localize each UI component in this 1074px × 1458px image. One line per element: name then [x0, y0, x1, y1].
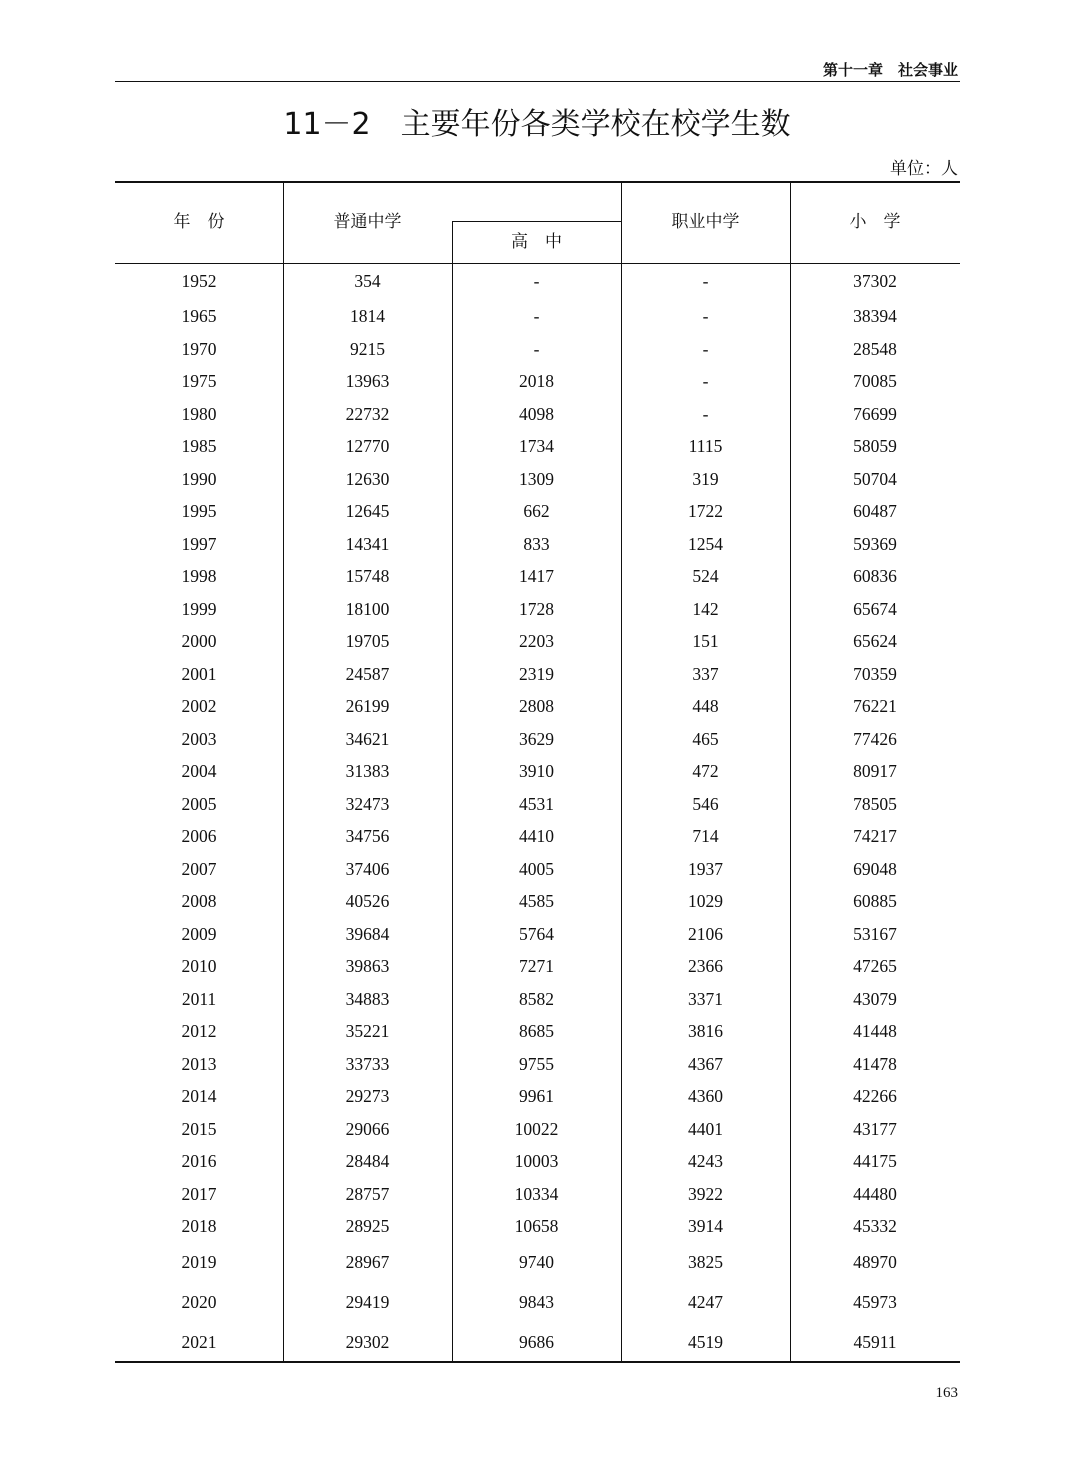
year-cell: 2014 — [181, 1086, 217, 1107]
general-middle-cell: 31383 — [345, 761, 390, 782]
table-row — [115, 983, 960, 1016]
senior-high-cell: 4005 — [519, 858, 554, 879]
table-row — [115, 1048, 960, 1081]
general-middle-cell: 28967 — [345, 1252, 390, 1272]
vocational-middle-cell: 1115 — [688, 436, 723, 457]
table-row — [115, 333, 960, 366]
vocational-middle-cell: 3371 — [688, 988, 723, 1009]
general-middle-cell: 33733 — [345, 1053, 390, 1074]
vocational-middle-cell: 4243 — [688, 1151, 723, 1172]
senior-high-cell: 3629 — [519, 728, 554, 749]
year-cell: 1998 — [181, 566, 217, 587]
vocational-middle-cell: 4519 — [688, 1331, 723, 1352]
vocational-middle-cell: 1722 — [688, 501, 723, 522]
vocational-middle-cell: 4367 — [688, 1053, 723, 1074]
year-cell: 2001 — [181, 663, 217, 684]
vocational-middle-cell: 151 — [692, 631, 719, 652]
senior-high-cell: 1309 — [519, 468, 554, 489]
year-cell: 2018 — [181, 1216, 217, 1237]
year-cell: 1975 — [181, 371, 217, 392]
year-cell: 1995 — [181, 501, 217, 522]
vocational-middle-cell: 3922 — [688, 1183, 723, 1204]
year-cell: 2012 — [181, 1021, 217, 1042]
year-cell: 2009 — [181, 923, 217, 944]
general-middle-cell: 29302 — [345, 1331, 390, 1352]
senior-high-cell: 10658 — [514, 1216, 559, 1237]
primary-cell: 45911 — [853, 1331, 897, 1352]
senior-high-cell: 1417 — [519, 566, 554, 587]
vocational-middle-cell: 714 — [692, 826, 719, 847]
year-cell: 2010 — [181, 956, 217, 977]
senior-high-cell: 9740 — [519, 1252, 554, 1272]
primary-cell: 43079 — [853, 988, 897, 1009]
general-middle-cell: 29273 — [345, 1086, 390, 1107]
year-cell: 1997 — [181, 533, 217, 554]
vocational-middle-cell: 465 — [692, 728, 719, 749]
table-row — [115, 1282, 960, 1322]
general-middle-cell: 35221 — [345, 1021, 390, 1042]
senior-high-cell: 4410 — [519, 826, 554, 847]
general-middle-cell: 29419 — [345, 1291, 390, 1312]
primary-cell: 77426 — [853, 728, 897, 749]
vocational-middle-cell: 472 — [692, 761, 719, 782]
year-cell: 2006 — [181, 826, 217, 847]
vocational-middle-cell: - — [702, 305, 709, 326]
vocational-middle-cell: 4360 — [688, 1086, 723, 1107]
year-cell: 2011 — [181, 988, 217, 1009]
general-middle-cell: 9215 — [350, 338, 385, 359]
senior-high-cell: 4585 — [519, 891, 554, 912]
primary-cell: 69048 — [853, 858, 897, 879]
general-middle-cell: 34756 — [345, 826, 390, 847]
vocational-middle-cell: - — [702, 403, 709, 424]
table-row — [115, 1113, 960, 1146]
table-body — [115, 263, 960, 1362]
primary-cell: 28548 — [853, 338, 897, 359]
vocational-middle-cell: - — [702, 371, 709, 392]
vocational-middle-cell: 319 — [692, 468, 719, 489]
table-row — [115, 691, 960, 724]
general-middle-cell: 39684 — [345, 923, 390, 944]
senior-high-cell: 1728 — [519, 598, 554, 619]
primary-cell: 47265 — [853, 956, 897, 977]
primary-cell: 76221 — [853, 696, 897, 717]
senior-high-cell: - — [533, 305, 540, 326]
table-row — [115, 821, 960, 854]
senior-high-cell: 10334 — [514, 1183, 559, 1204]
column-header-general-middle: 普通中学 — [333, 212, 402, 232]
year-cell: 2000 — [181, 631, 217, 652]
vocational-middle-cell: 142 — [692, 598, 719, 619]
chapter-header: 第十一章 社会事业 — [822, 61, 958, 79]
year-cell: 2002 — [181, 696, 217, 717]
primary-cell: 76699 — [853, 403, 897, 424]
table-row — [115, 723, 960, 756]
senior-high-cell: 2319 — [519, 663, 554, 684]
primary-cell: 42266 — [853, 1086, 897, 1107]
vocational-middle-cell: 546 — [692, 793, 719, 814]
table-row — [115, 658, 960, 691]
primary-cell: 70359 — [853, 663, 897, 684]
senior-high-cell: 9961 — [519, 1086, 554, 1107]
primary-cell: 60836 — [853, 566, 897, 587]
header-rule — [115, 81, 960, 82]
vocational-middle-cell: 448 — [692, 696, 719, 717]
general-middle-cell: 34621 — [345, 728, 390, 749]
table-row — [115, 951, 960, 984]
year-cell: 2019 — [181, 1252, 217, 1272]
senior-high-cell: 833 — [523, 533, 550, 554]
year-cell: 1985 — [181, 436, 217, 457]
primary-cell: 45973 — [853, 1291, 897, 1312]
general-middle-cell: 1814 — [350, 305, 385, 326]
senior-high-cell: 10022 — [514, 1118, 559, 1139]
year-cell: 1990 — [181, 468, 217, 489]
general-middle-cell: 28484 — [345, 1151, 390, 1172]
general-middle-cell: 14341 — [345, 533, 390, 554]
senior-high-cell: 2018 — [519, 371, 554, 392]
senior-high-cell: 9755 — [519, 1053, 554, 1074]
general-middle-cell: 40526 — [345, 891, 390, 912]
primary-cell: 58059 — [853, 436, 897, 457]
year-cell: 2017 — [181, 1183, 217, 1204]
general-middle-cell: 29066 — [345, 1118, 390, 1139]
primary-cell: 38394 — [853, 305, 897, 326]
primary-cell: 59369 — [853, 533, 897, 554]
general-middle-cell: 28757 — [345, 1183, 390, 1204]
table-row — [115, 528, 960, 561]
general-middle-cell: 18100 — [345, 598, 390, 619]
year-cell: 2020 — [181, 1291, 217, 1312]
primary-cell: 65624 — [853, 631, 897, 652]
table-row — [115, 398, 960, 431]
senior-high-cell: 662 — [523, 501, 550, 522]
vocational-middle-cell: 337 — [692, 663, 719, 684]
senior-high-cell: 5764 — [519, 923, 554, 944]
table-row — [115, 496, 960, 529]
general-middle-cell: 12630 — [345, 468, 390, 489]
general-middle-cell: 32473 — [345, 793, 390, 814]
general-middle-cell: 39863 — [345, 956, 390, 977]
general-middle-cell: 12770 — [345, 436, 390, 457]
senior-high-cell: 2808 — [519, 696, 554, 717]
table-row — [115, 626, 960, 659]
table-row — [115, 788, 960, 821]
table-row — [115, 431, 960, 464]
column-header-senior-high: 高 中 — [511, 232, 562, 252]
senior-high-cell: 1734 — [519, 436, 554, 457]
table-row — [115, 1178, 960, 1211]
year-cell: 1999 — [181, 598, 217, 619]
vocational-middle-cell: 3816 — [688, 1021, 723, 1042]
year-cell: 1980 — [181, 403, 217, 424]
table-row — [115, 463, 960, 496]
table-row — [115, 366, 960, 399]
table-rule-subheader — [452, 221, 621, 222]
year-cell: 1965 — [181, 305, 217, 326]
year-cell: 2008 — [181, 891, 217, 912]
column-header-primary: 小 学 — [849, 212, 901, 232]
year-cell: 2005 — [181, 793, 217, 814]
table-row — [115, 1211, 960, 1244]
primary-cell: 50704 — [853, 468, 897, 489]
senior-high-cell: 4531 — [519, 793, 554, 814]
table-row — [115, 886, 960, 919]
general-middle-cell: 19705 — [345, 631, 390, 652]
senior-high-cell: - — [533, 270, 540, 291]
senior-high-cell: 9843 — [519, 1291, 554, 1312]
page-title: 11－2 主要年份各类学校在校学生数 — [283, 107, 791, 142]
table-row — [115, 300, 960, 334]
primary-cell: 41448 — [853, 1021, 897, 1042]
senior-high-cell: 4098 — [519, 403, 554, 424]
primary-cell: 37302 — [853, 270, 897, 291]
column-header-vocational-middle: 职业中学 — [671, 212, 740, 232]
page-number: 163 — [935, 1385, 958, 1401]
vocational-middle-cell: 3914 — [688, 1216, 723, 1237]
year-cell: 2016 — [181, 1151, 217, 1172]
primary-cell: 45332 — [853, 1216, 897, 1237]
general-middle-cell: 24587 — [345, 663, 390, 684]
table-row — [115, 263, 960, 300]
vocational-middle-cell: 4401 — [688, 1118, 723, 1139]
primary-cell: 74217 — [853, 826, 897, 847]
year-cell: 1952 — [181, 270, 217, 291]
table-row — [115, 593, 960, 626]
general-middle-cell: 37406 — [345, 858, 390, 879]
vocational-middle-cell: - — [702, 270, 709, 291]
vocational-middle-cell: 1029 — [688, 891, 723, 912]
vocational-middle-cell: 4247 — [688, 1291, 723, 1312]
senior-high-cell: 2203 — [519, 631, 554, 652]
senior-high-cell: 10003 — [514, 1151, 559, 1172]
senior-high-cell: 9686 — [519, 1331, 554, 1352]
primary-cell: 60487 — [853, 501, 897, 522]
general-middle-cell: 12645 — [345, 501, 390, 522]
table-row — [115, 918, 960, 951]
primary-cell: 44175 — [853, 1151, 897, 1172]
vocational-middle-cell: 524 — [692, 566, 719, 587]
primary-cell: 60885 — [853, 891, 897, 912]
primary-cell: 78505 — [853, 793, 897, 814]
vocational-middle-cell: - — [702, 338, 709, 359]
vocational-middle-cell: 1254 — [688, 533, 723, 554]
year-cell: 1970 — [181, 338, 217, 359]
senior-high-cell: 8582 — [519, 988, 554, 1009]
primary-cell: 65674 — [853, 598, 897, 619]
table-row — [115, 853, 960, 886]
table-row — [115, 1146, 960, 1179]
table-rule-top — [115, 181, 960, 183]
table-row — [115, 561, 960, 594]
primary-cell: 44480 — [853, 1183, 897, 1204]
general-middle-cell: 354 — [354, 270, 381, 291]
table-row — [115, 1243, 960, 1282]
table-row — [115, 1322, 960, 1362]
year-cell: 2007 — [181, 858, 217, 879]
vocational-middle-cell: 2106 — [688, 923, 723, 944]
vocational-middle-cell: 1937 — [688, 858, 723, 879]
table-row — [115, 1016, 960, 1049]
table-row — [115, 1081, 960, 1114]
vocational-middle-cell: 2366 — [688, 956, 723, 977]
primary-cell: 53167 — [853, 923, 897, 944]
vocational-middle-cell: 3825 — [688, 1252, 723, 1272]
primary-cell: 43177 — [853, 1118, 897, 1139]
primary-cell: 48970 — [853, 1252, 897, 1272]
year-cell: 2021 — [181, 1331, 217, 1352]
general-middle-cell: 26199 — [345, 696, 390, 717]
senior-high-cell: 8685 — [519, 1021, 554, 1042]
table-row — [115, 756, 960, 789]
general-middle-cell: 13963 — [345, 371, 390, 392]
general-middle-cell: 22732 — [345, 403, 390, 424]
general-middle-cell: 15748 — [345, 566, 390, 587]
year-cell: 2004 — [181, 761, 217, 782]
column-header-year: 年 份 — [173, 212, 225, 232]
year-cell: 2015 — [181, 1118, 217, 1139]
primary-cell: 80917 — [853, 761, 897, 782]
primary-cell: 41478 — [853, 1053, 897, 1074]
senior-high-cell: - — [533, 338, 540, 359]
year-cell: 2013 — [181, 1053, 217, 1074]
senior-high-cell: 7271 — [519, 956, 554, 977]
general-middle-cell: 34883 — [345, 988, 390, 1009]
year-cell: 2003 — [181, 728, 217, 749]
general-middle-cell: 28925 — [345, 1216, 390, 1237]
unit-label: 单位：人 — [890, 159, 958, 179]
primary-cell: 70085 — [853, 371, 897, 392]
senior-high-cell: 3910 — [519, 761, 554, 782]
